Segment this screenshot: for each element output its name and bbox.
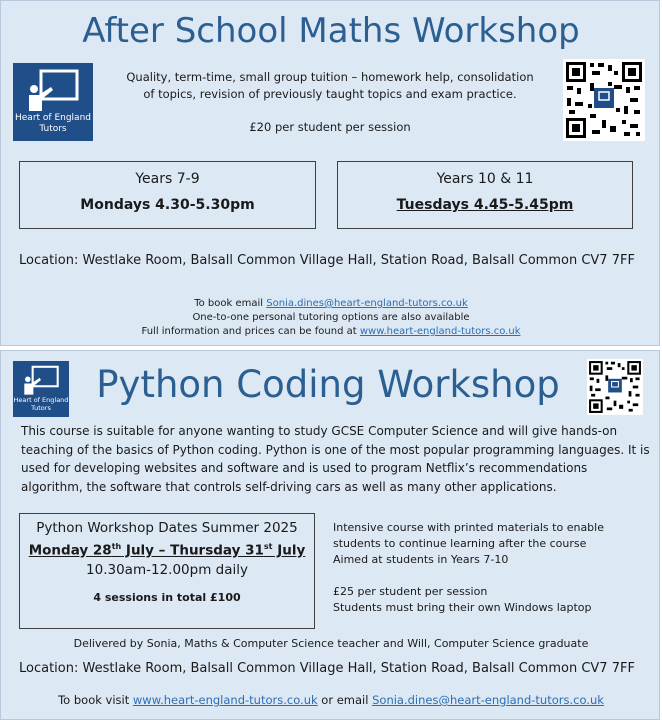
python-title: Python Coding Workshop <box>96 363 560 406</box>
detail-laptop: Students must bring their own Windows laptop <box>333 601 592 614</box>
session-box-years-7-9 <box>19 161 316 229</box>
date-end-suffix: st <box>263 542 273 551</box>
python-qr-code[interactable] <box>587 359 643 415</box>
teacher-board-icon <box>21 364 61 396</box>
date-end: July <box>272 542 306 559</box>
info-url-link[interactable]: www.heart-england-tutors.co.uk <box>359 326 521 337</box>
maths-price: £20 per student per session <box>249 120 411 134</box>
maths-description: Quality, term-time, small group tuition – homework help, consolidation of topics, revision of previously taught topics and exam practice. <box>126 70 534 101</box>
session-box-years-10-11 <box>337 161 633 229</box>
python-location: Location: Westlake Room, Balsall Common Village Hall, Station Road, Balsall Common CV7 7FF <box>19 661 635 676</box>
detail-materials: Intensive course with printed materials to enable students to continue learning after the course <box>333 521 604 550</box>
session-years: Years 10 & 11 <box>436 171 534 187</box>
session-time: Mondays 4.30-5.30pm <box>80 197 255 213</box>
date-start: Monday 28 <box>28 542 112 559</box>
python-details <box>333 520 641 616</box>
book-email-link[interactable]: Sonia.dines@heart-england-tutors.co.uk <box>266 298 468 309</box>
tutors-logo <box>13 63 93 141</box>
logo-text-line2: Tutors <box>39 124 67 135</box>
maths-info-line <box>1 325 661 339</box>
detail-aimed: Aimed at students in Years 7-10 <box>333 553 509 566</box>
python-book-line <box>1 693 661 707</box>
python-workshop-panel <box>0 350 660 720</box>
book-or: or email <box>317 693 373 707</box>
maths-book-line <box>1 297 661 311</box>
teacher-board-icon <box>25 67 81 113</box>
maths-workshop-panel <box>0 0 660 346</box>
dates-heading: Python Workshop Dates Summer 2025 <box>36 520 298 536</box>
qr-code-icon <box>563 59 645 141</box>
session-years: Years 7-9 <box>135 171 200 187</box>
maths-qr-code[interactable] <box>563 59 645 141</box>
daily-time: 10.30am-12.00pm daily <box>86 561 248 578</box>
date-mid: July – Thursday 31 <box>121 542 264 559</box>
book-prefix: To book email <box>194 298 267 309</box>
book-prefix: To book visit <box>58 693 133 707</box>
logo-text-line1: Heart of England <box>15 113 91 123</box>
book-email-link[interactable]: Sonia.dines@heart-england-tutors.co.uk <box>372 693 604 707</box>
session-time: Tuesdays 4.45-5.45pm <box>396 197 574 213</box>
info-prefix: Full information and prices can be found at <box>141 326 360 337</box>
qr-code-icon <box>587 359 643 415</box>
logo-text-line2: Tutors <box>31 404 51 413</box>
python-dates-box <box>19 513 315 629</box>
logo-text-line1: Heart of England <box>13 396 69 404</box>
sessions-total: 4 sessions in total £100 <box>93 590 241 604</box>
workshop-date-range <box>20 542 314 559</box>
python-description: This course is suitable for anyone wanting to study GCSE Computer Science and will give hands-on teaching of the basics of Python coding. Python is one of the most popular programming languages. It is used for developing websites and software and is used to program Netflix’s recommendations algorithm, the software that controls self-driving cars as well as many other applications. <box>21 424 650 494</box>
one-to-one-note: One-to-one personal tutoring options are also available <box>192 312 470 323</box>
date-start-suffix: th <box>111 542 122 551</box>
maths-title: After School Maths Workshop <box>82 11 580 51</box>
book-url-link[interactable]: www.heart-england-tutors.co.uk <box>132 693 318 707</box>
maths-location: Location: Westlake Room, Balsall Common Village Hall, Station Road, Balsall Common CV7 7FF <box>19 253 635 268</box>
delivered-by: Delivered by Sonia, Maths & Computer Science teacher and Will, Computer Science graduate <box>73 637 589 650</box>
detail-price: £25 per student per session <box>333 585 488 598</box>
tutors-logo <box>13 361 69 417</box>
